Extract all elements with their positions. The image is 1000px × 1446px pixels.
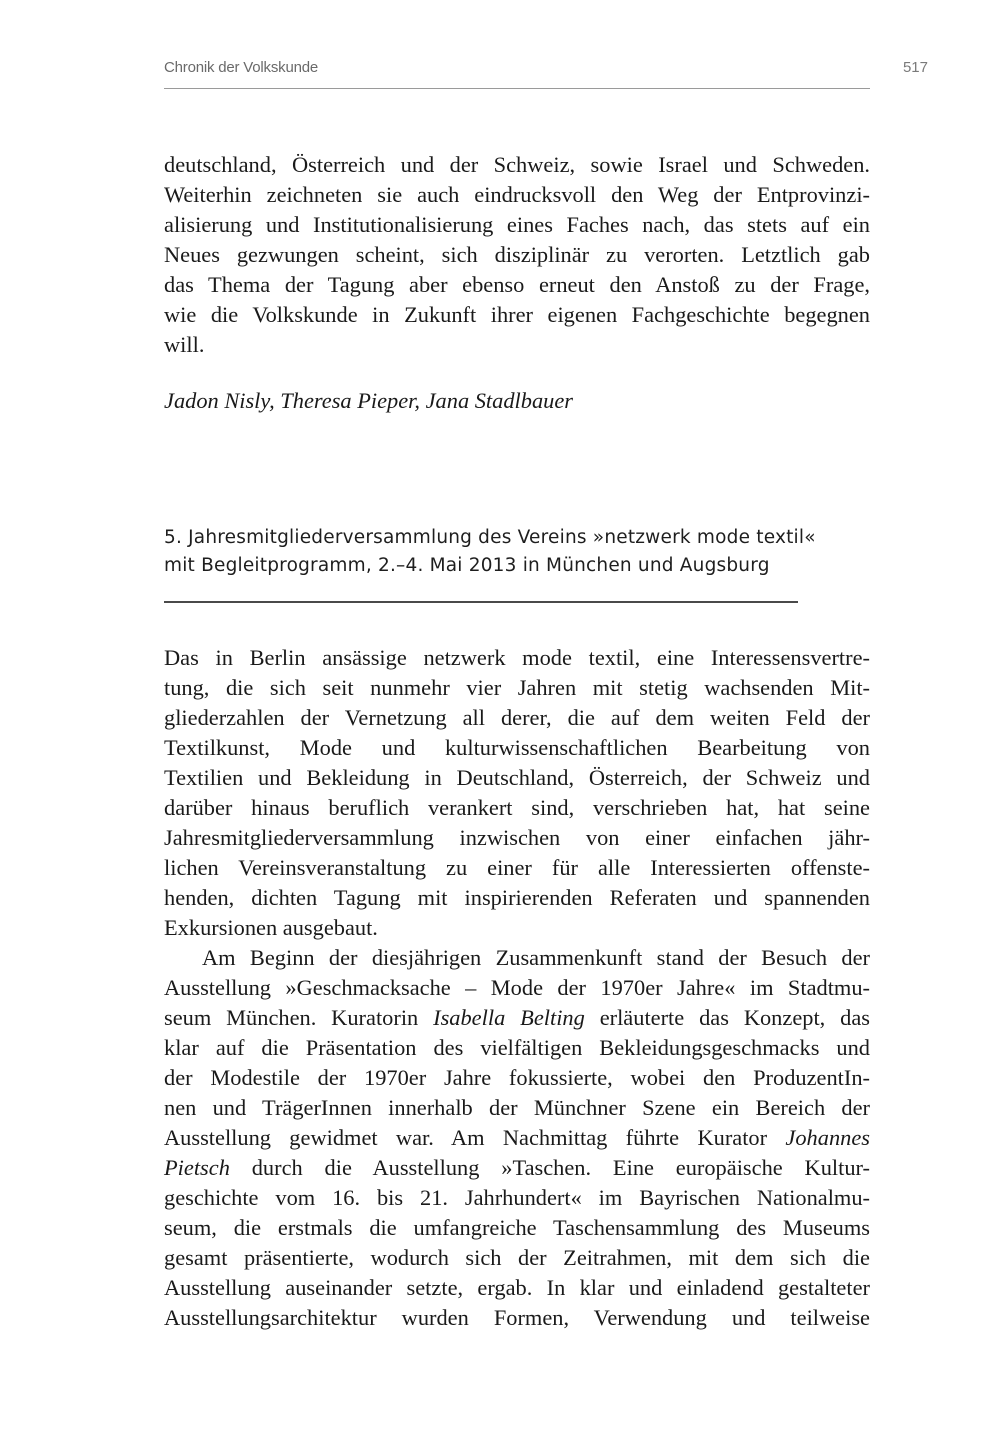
text-line: gesamt präsentierte, wodurch sich der Zeitrahmen, mit dem sich die — [164, 1245, 870, 1270]
text-line: wie die Volkskunde in Zukunft ihrer eigenen Fachgeschichte begegnen — [164, 302, 870, 327]
text-line: seum, die erstmals die umfangreiche Taschensammlung des Museums — [164, 1215, 870, 1240]
text-line — [164, 1003, 870, 1033]
person-name-pietsch: Pietsch — [164, 1155, 230, 1180]
text-line: Das in Berlin ansässige netzwerk mode textil, eine Interessensvertre- — [164, 645, 870, 670]
text-line: Ausstellung »Geschmacksache – Mode der 1970er Jahre« im Stadtmu- — [164, 975, 870, 1000]
authors-signature: Jadon Nisly, Theresa Pieper, Jana Stadlbauer — [164, 388, 573, 413]
text-line: tung, die sich seit nunmehr vier Jahren mit stetig wachsenden Mit- — [164, 675, 870, 700]
text-line — [164, 1123, 870, 1153]
heading-divider — [164, 601, 798, 603]
text-line: lichen Vereinsveranstaltung zu einer für alle Interessierten offenste- — [164, 855, 870, 880]
text-line: Am Beginn der diesjährigen Zusammenkunft stand der Besuch der — [202, 945, 870, 970]
text-line: Jahresmitgliederversammlung inzwischen von einer einfachen jähr- — [164, 825, 870, 850]
text-line: Textilien und Bekleidung in Deutschland, Österreich, der Schweiz und — [164, 765, 870, 790]
text-line: Ausstellung auseinander setzte, ergab. In klar und einladend gestalteter — [164, 1275, 870, 1300]
person-name-isabella-belting: Isabella Belting — [433, 1005, 585, 1030]
text-line: das Thema der Tagung aber ebenso erneut den Anstoß zu der Frage, — [164, 272, 870, 297]
text-span: seum München. Kuratorin — [164, 1005, 434, 1030]
text-line: Weiterhin zeichneten sie auch eindrucksvoll den Weg der Entprovinzi- — [164, 182, 870, 207]
text-line: geschichte vom 16. bis 21. Jahrhundert« im Bayrischen Nationalmu- — [164, 1185, 870, 1210]
text-span: Ausstellung gewidmet war. Am Nachmittag führte Kurator — [164, 1125, 786, 1150]
text-line: henden, dichten Tagung mit inspirierenden Referaten und spannenden — [164, 885, 870, 910]
text-line: Exkursionen ausgebaut. — [164, 915, 378, 940]
text-line: nen und TrägerInnen innerhalb der Münchner Szene ein Bereich der — [164, 1095, 870, 1120]
text-line — [164, 1153, 870, 1183]
text-line: Ausstellungsarchitektur wurden Formen, Verwendung und teilweise — [164, 1305, 870, 1330]
text-span: durch die Ausstellung »Taschen. Eine europäische Kultur- — [229, 1155, 870, 1180]
page-number: 517 — [902, 59, 928, 76]
text-line: klar auf die Präsentation des vielfältigen Bekleidungsgeschmacks und — [164, 1035, 870, 1060]
text-span: erläuterte das Konzept, das — [584, 1005, 870, 1030]
text-line: Neues gezwungen scheint, sich disziplinär zu verorten. Letztlich gab — [164, 242, 870, 267]
section-heading-line-2: mit Begleitprogramm, 2.–4. Mai 2013 in München und Augsburg — [164, 555, 770, 576]
running-head-title: Chronik der Volkskunde — [164, 59, 319, 76]
text-line: alisierung und Institutionalisierung eines Faches nach, das stets auf ein — [164, 212, 870, 237]
person-name-johannes: Johannes — [785, 1125, 870, 1150]
running-head — [164, 58, 928, 89]
text-line: gliederzahlen der Vernetzung all derer, die auf dem weiten Feld der — [164, 705, 870, 730]
section-heading-line-1: 5. Jahresmitgliederversammlung des Vereins »netzwerk mode textil« — [164, 527, 816, 548]
text-line: der Modestile der 1970er Jahre fokussierte, wobei den ProduzentIn- — [164, 1065, 870, 1090]
text-line: darüber hinaus beruflich verankert sind, verschrieben hat, hat seine — [164, 795, 870, 820]
text-line: Textilkunst, Mode und kulturwissenschaftlichen Bearbeitung von — [164, 735, 870, 760]
text-line: deutschland, Österreich und der Schweiz, sowie Israel und Schweden. — [164, 152, 870, 177]
text-line: will. — [164, 332, 205, 357]
